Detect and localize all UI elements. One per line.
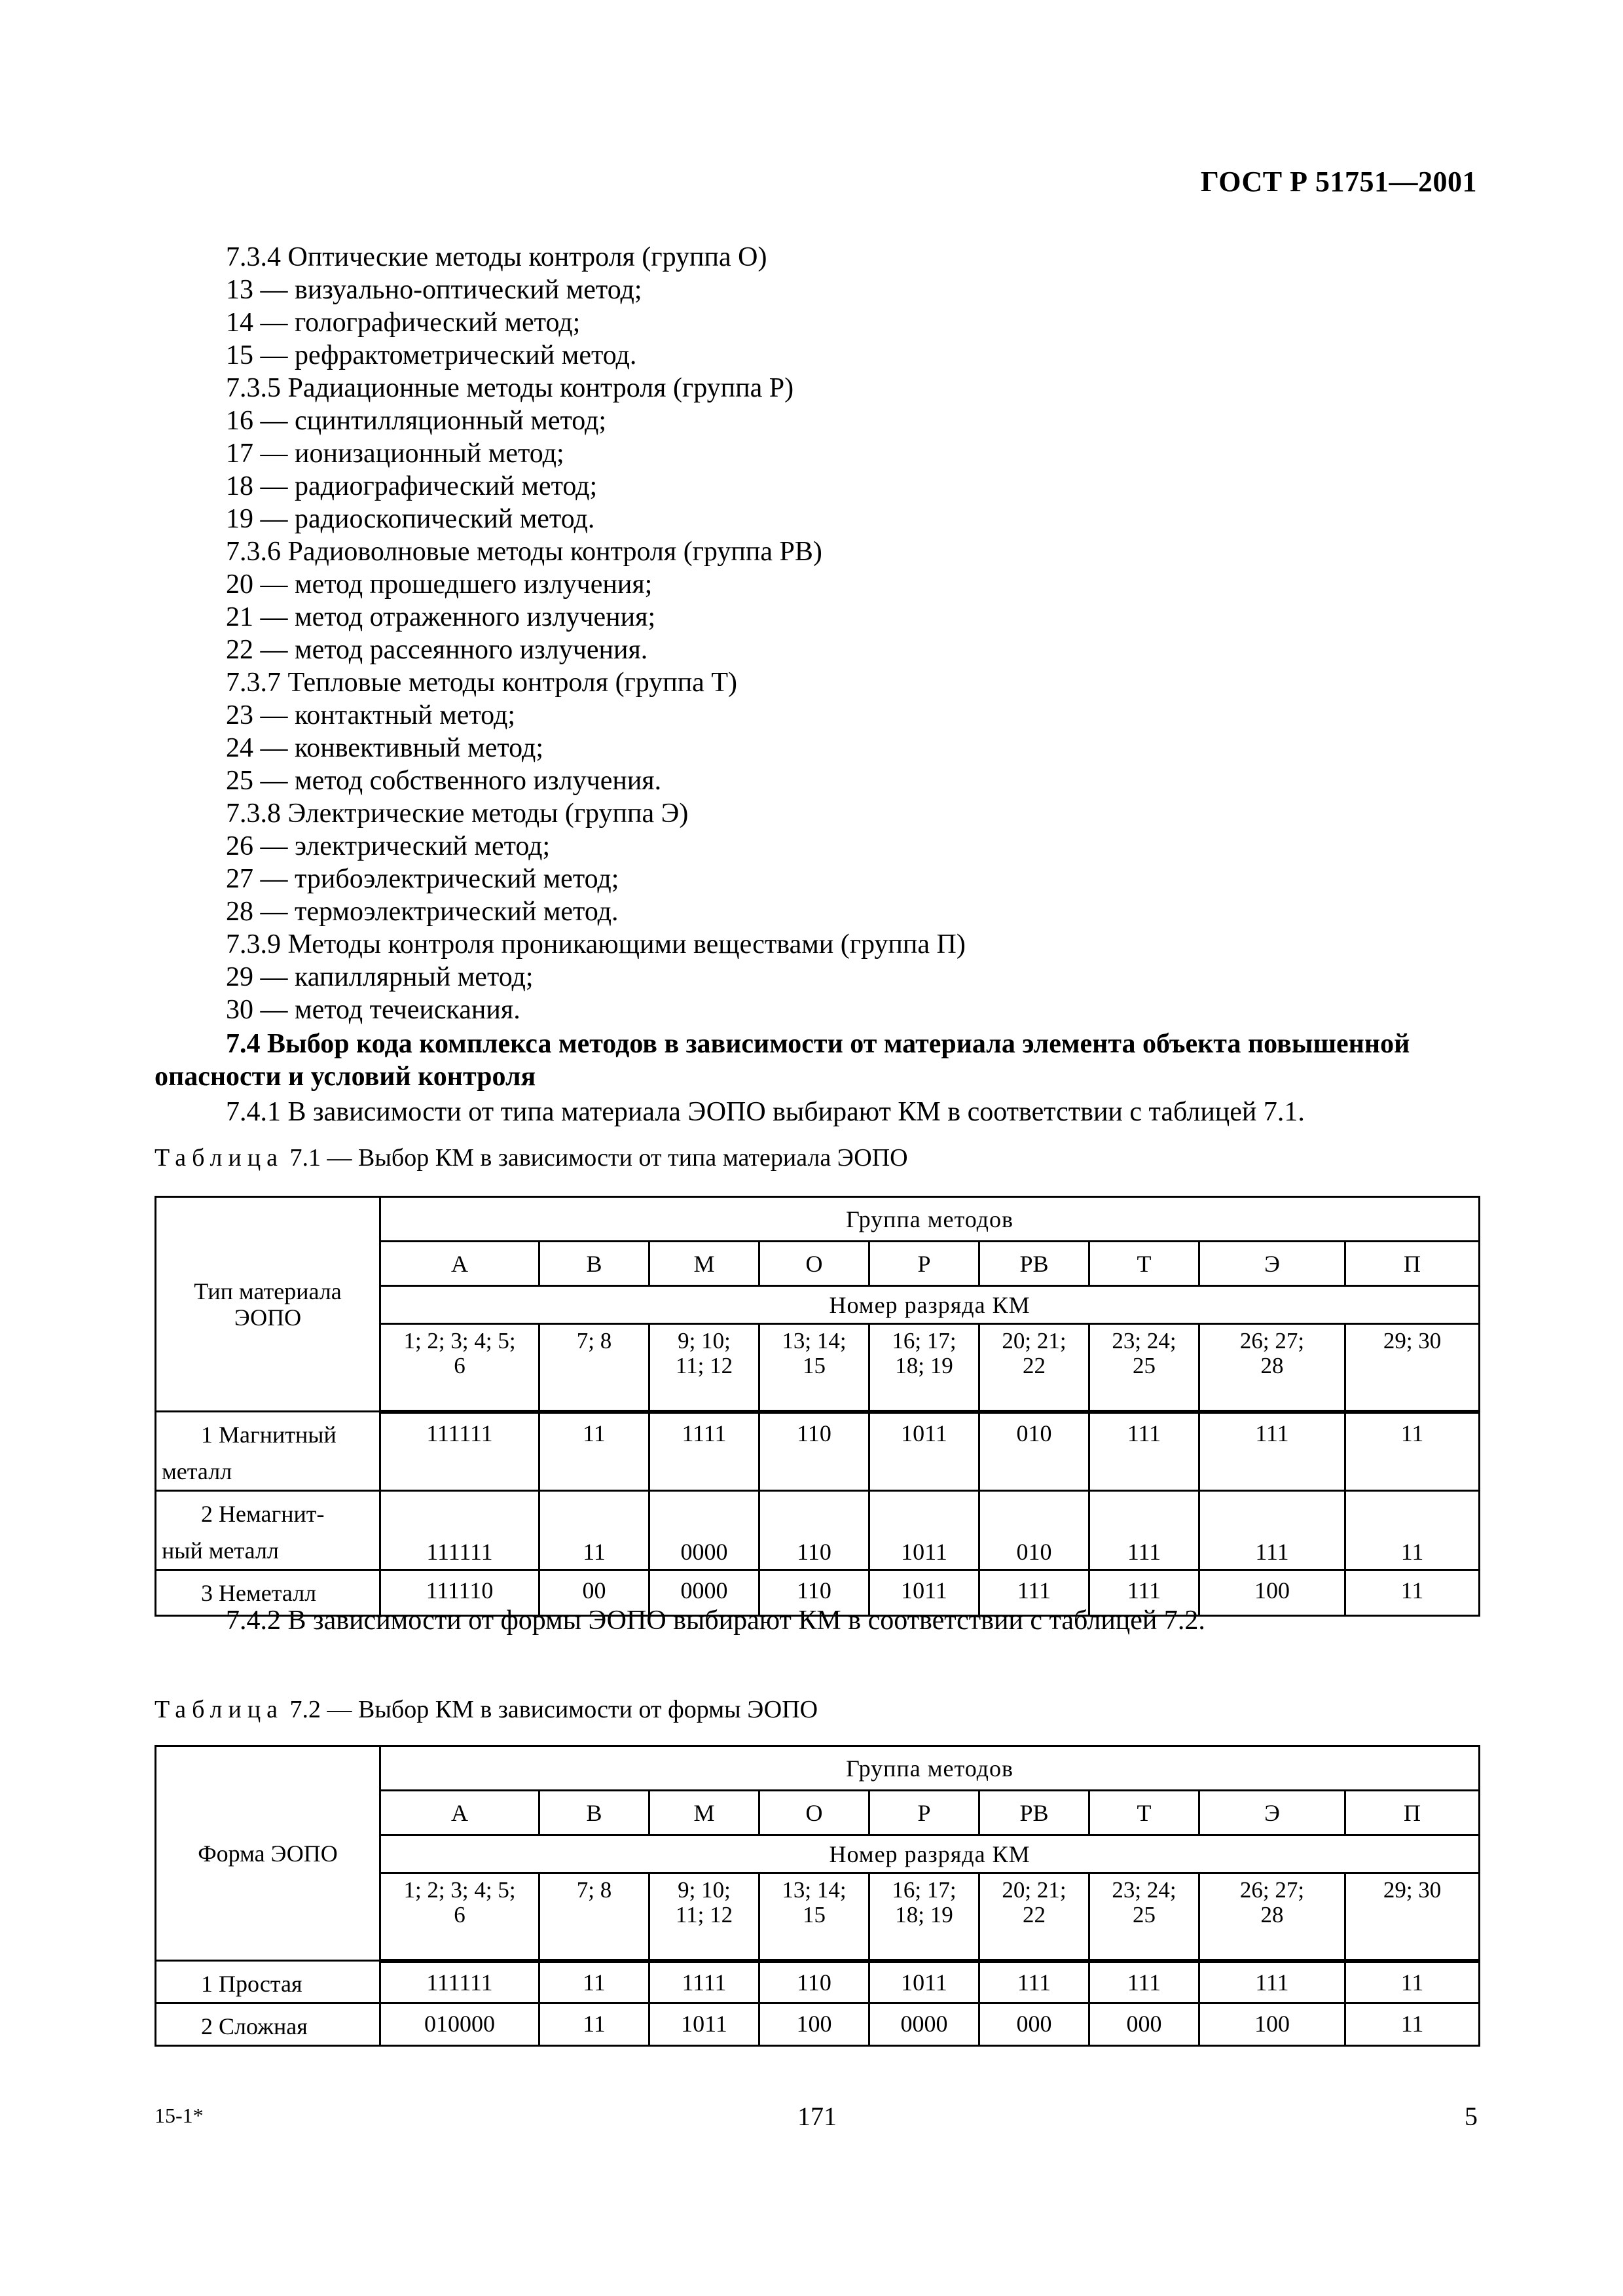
group-code-cell: А: [380, 1791, 539, 1835]
method-list-item: 27 — трибоэлектрический метод;: [226, 864, 619, 894]
row-label-cell: [156, 2003, 380, 2046]
row-label-cell: [156, 1961, 380, 2003]
table-row: [156, 2003, 1480, 2046]
method-list-item: 26 — электрический метод;: [226, 831, 551, 861]
group-code-cell: М: [649, 1242, 759, 1286]
row-label-line: 1 Магнитный: [201, 1422, 337, 1448]
value-cell: 111111: [380, 1412, 539, 1491]
digit-range-line: 15: [803, 1353, 826, 1378]
body-text: [155, 241, 1479, 1128]
group-code-cell: Т: [1089, 1242, 1199, 1286]
subsection-heading: 7.3.9 Методы контроля проникающими веществами (группа П): [226, 929, 966, 960]
value-cell: 110: [759, 1412, 869, 1491]
value-cell: 0000: [649, 1570, 759, 1616]
method-list-item: 28 — термоэлектрический метод.: [226, 897, 619, 927]
value-cell: 11: [539, 2003, 649, 2046]
value-cell: 010: [979, 1412, 1089, 1491]
digit-range-line: 28: [1260, 1902, 1284, 1928]
number-header: Номер разряда КМ: [380, 1286, 1480, 1324]
value-cell: 11: [1345, 1412, 1480, 1491]
digit-range-line: 18; 19: [895, 1353, 953, 1378]
value-cell: 11: [539, 1491, 649, 1570]
value-cell: 010000: [380, 2003, 539, 2046]
value-cell: 010: [979, 1491, 1089, 1570]
value-cell: 111: [1089, 1412, 1199, 1491]
row-label-line: 1 Простая: [201, 1971, 302, 1997]
group-code-cell: Р: [869, 1242, 979, 1286]
value-cell: 100: [1199, 1570, 1345, 1616]
column-header-first: Тип материала ЭОПО: [156, 1197, 380, 1412]
digit-range-cell: [649, 1873, 759, 1961]
digit-range-line: 23; 24;: [1112, 1877, 1176, 1903]
value-cell: 111: [979, 1570, 1089, 1616]
digit-range-cell: [759, 1873, 869, 1961]
method-list-item: 14 — голографический метод;: [226, 308, 581, 338]
digit-range-line: 16; 17;: [892, 1877, 957, 1903]
paragraph-7-4-1: 7.4.1 В зависимости от типа материала ЭОПО выбирают КМ в соответствии с таблицей 7.1.: [226, 1097, 1305, 1127]
value-cell: 111: [1199, 1412, 1345, 1491]
table-7-1-caption: [155, 1143, 908, 1172]
group-code-cell: А: [380, 1242, 539, 1286]
subsection-heading: 7.3.6 Радиоволновые методы контроля (группа РВ): [226, 537, 822, 567]
value-cell: 111: [1089, 1961, 1199, 2003]
footer-left-code: 15-1*: [155, 2104, 204, 2127]
subsection-heading: 7.3.7 Тепловые методы контроля (группа Т): [226, 668, 737, 698]
value-cell: 110: [759, 1961, 869, 2003]
digit-range-line: 22: [1023, 1902, 1046, 1928]
row-label-line: 2 Сложная: [201, 2013, 308, 2039]
digit-range-cell: [380, 1873, 539, 1961]
group-code-cell: Т: [1089, 1791, 1199, 1835]
digit-range-line: 13; 14;: [782, 1328, 847, 1354]
digit-range-cell: [1089, 1324, 1199, 1412]
digit-range-cell: [759, 1324, 869, 1412]
value-cell: 000: [1089, 2003, 1199, 2046]
digit-range-line: 1; 2; 3; 4; 5;: [403, 1328, 516, 1354]
digit-range-line: 6: [454, 1902, 465, 1928]
row-label-line: ный металл: [162, 1537, 279, 1564]
digit-range-line: 7; 8: [576, 1328, 612, 1354]
subsection-heading: 7.3.4 Оптические методы контроля (группа О): [226, 242, 767, 272]
value-cell: 11: [1345, 1570, 1480, 1616]
paragraph-7-4-2: 7.4.2 В зависимости от формы ЭОПО выбирают КМ в соответствии с таблицей 7.2.: [226, 1605, 1205, 1636]
subsection-heading: 7.3.8 Электрические методы (группа Э): [226, 798, 689, 829]
method-list-item: 20 — метод прошедшего излучения;: [226, 569, 653, 600]
value-cell: 111: [1199, 1491, 1345, 1570]
value-cell: 1011: [869, 1570, 979, 1616]
caption-text: 7.2 — Выбор КМ в зависимости от формы ЭОПО: [283, 1696, 818, 1723]
digit-range-cell: [979, 1873, 1089, 1961]
table-row: [156, 1412, 1480, 1491]
caption-text: 7.1 — Выбор КМ в зависимости от типа материала ЭОПО: [283, 1144, 908, 1172]
value-cell: 1111: [649, 1412, 759, 1491]
row-label-cell: [156, 1491, 380, 1570]
method-list-item: 19 — радиоскопический метод.: [226, 504, 595, 534]
digit-range-line: 26; 27;: [1239, 1877, 1305, 1903]
digit-range-line: 9; 10;: [678, 1328, 731, 1354]
value-cell: 000: [979, 2003, 1089, 2046]
group-code-cell: Э: [1199, 1242, 1345, 1286]
subsection-heading: 7.3.5 Радиационные методы контроля (группа Р): [226, 373, 794, 403]
digit-range-cell: [380, 1324, 539, 1412]
value-cell: 111110: [380, 1570, 539, 1616]
row-label-line: 3 Неметалл: [201, 1580, 317, 1606]
method-list-item: 15 — рефрактометрический метод.: [226, 340, 637, 370]
digit-range-cell: [869, 1324, 979, 1412]
group-code-cell: Р: [869, 1791, 979, 1835]
value-cell: 0000: [869, 2003, 979, 2046]
digit-range-line: 6: [454, 1353, 465, 1378]
digit-range-line: 13; 14;: [782, 1877, 847, 1903]
digit-range-line: 29; 30: [1383, 1877, 1442, 1903]
group-code-cell: В: [539, 1242, 649, 1286]
digit-range-line: 22: [1023, 1353, 1046, 1378]
value-cell: 1111: [649, 1961, 759, 2003]
digit-range-cell: [869, 1873, 979, 1961]
digit-range-line: 20; 21;: [1002, 1328, 1067, 1354]
method-list: [155, 241, 1479, 1026]
digit-range-line: 20; 21;: [1002, 1877, 1067, 1903]
value-cell: 11: [1345, 1491, 1480, 1570]
value-cell: 100: [1199, 2003, 1345, 2046]
table-7-2: [155, 1745, 1480, 2047]
group-code-cell: П: [1345, 1242, 1480, 1286]
section-heading-7-4: 7.4 Выбор кода комплекса методов в зависимости от материала элемента объекта повышенной опасности и условий контроля: [155, 1029, 1410, 1092]
group-code-cell: М: [649, 1791, 759, 1835]
row-label-line: 2 Немагнит-: [201, 1501, 325, 1527]
table-7-2-caption: [155, 1695, 818, 1724]
group-header: Группа методов: [380, 1746, 1480, 1791]
group-header: Группа методов: [380, 1197, 1480, 1242]
value-cell: 1011: [869, 1412, 979, 1491]
value-cell: 0000: [649, 1491, 759, 1570]
method-list-item: 23 — контактный метод;: [226, 700, 515, 730]
table-7-1: [155, 1196, 1480, 1617]
footer-page-number: 5: [1465, 2102, 1478, 2131]
value-cell: 111111: [380, 1961, 539, 2003]
value-cell: 110: [759, 1570, 869, 1616]
value-cell: 111: [1089, 1570, 1199, 1616]
column-header-first: Форма ЭОПО: [156, 1746, 380, 1961]
digit-range-line: 25: [1133, 1353, 1156, 1378]
method-list-item: 22 — метод рассеянного излучения.: [226, 635, 648, 665]
value-cell: 111: [979, 1961, 1089, 2003]
digit-range-line: 11; 12: [675, 1902, 733, 1928]
digit-range-line: 25: [1133, 1902, 1156, 1928]
digit-range-line: 26; 27;: [1239, 1328, 1305, 1354]
value-cell: 111111: [380, 1491, 539, 1570]
method-list-item: 13 — визуально-оптический метод;: [226, 275, 642, 305]
digit-range-cell: [539, 1873, 649, 1961]
digit-range-cell: [1199, 1324, 1345, 1412]
number-header: Номер разряда КМ: [380, 1835, 1480, 1873]
group-code-cell: П: [1345, 1791, 1480, 1835]
document-id-header: ГОСТ Р 51751—2001: [1200, 166, 1477, 198]
value-cell: 110: [759, 1491, 869, 1570]
value-cell: 100: [759, 2003, 869, 2046]
group-code-cell: О: [759, 1242, 869, 1286]
caption-word: Таблица: [155, 1144, 284, 1172]
digit-range-line: 15: [803, 1902, 826, 1928]
value-cell: 1011: [869, 1491, 979, 1570]
row-label-line: металл: [162, 1458, 232, 1484]
group-code-cell: О: [759, 1791, 869, 1835]
caption-word: Таблица: [155, 1696, 284, 1723]
method-list-item: 30 — метод течеискания.: [226, 995, 520, 1025]
value-cell: 11: [1345, 2003, 1480, 2046]
method-list-item: 29 — капиллярный метод;: [226, 962, 534, 992]
method-list-item: 17 — ионизационный метод;: [226, 439, 564, 469]
digit-range-cell: [1345, 1324, 1480, 1412]
table-row: [156, 1491, 1480, 1570]
digit-range-cell: [979, 1324, 1089, 1412]
digit-range-line: 9; 10;: [678, 1877, 731, 1903]
group-code-cell: РВ: [979, 1791, 1089, 1835]
digit-range-line: 7; 8: [576, 1877, 612, 1903]
digit-range-line: 11; 12: [675, 1353, 733, 1378]
value-cell: 111: [1199, 1961, 1345, 2003]
value-cell: 11: [539, 1412, 649, 1491]
digit-range-line: 23; 24;: [1112, 1328, 1176, 1354]
method-list-item: 25 — метод собственного излучения.: [226, 766, 662, 796]
digit-range-cell: [1345, 1873, 1480, 1961]
group-code-cell: РВ: [979, 1242, 1089, 1286]
row-label-cell: [156, 1412, 380, 1491]
digit-range-line: 18; 19: [895, 1902, 953, 1928]
value-cell: 1011: [869, 1961, 979, 2003]
footer-page-number-center: 171: [797, 2102, 837, 2131]
value-cell: 00: [539, 1570, 649, 1616]
value-cell: 11: [539, 1961, 649, 2003]
digit-range-cell: [649, 1324, 759, 1412]
digit-range-line: 28: [1260, 1353, 1284, 1378]
group-code-cell: Э: [1199, 1791, 1345, 1835]
group-code-cell: В: [539, 1791, 649, 1835]
digit-range-cell: [1089, 1873, 1199, 1961]
method-list-item: 24 — конвективный метод;: [226, 733, 544, 763]
digit-range-cell: [1199, 1873, 1345, 1961]
value-cell: 1011: [649, 2003, 759, 2046]
digit-range-line: 1; 2; 3; 4; 5;: [403, 1877, 516, 1903]
method-list-item: 16 — сцинтилляционный метод;: [226, 406, 607, 436]
digit-range-cell: [539, 1324, 649, 1412]
method-list-item: 21 — метод отраженного излучения;: [226, 602, 656, 632]
value-cell: 11: [1345, 1961, 1480, 2003]
method-list-item: 18 — радиографический метод;: [226, 471, 598, 501]
table-row: [156, 1961, 1480, 2003]
value-cell: 111: [1089, 1491, 1199, 1570]
digit-range-line: 29; 30: [1383, 1328, 1442, 1354]
digit-range-line: 16; 17;: [892, 1328, 957, 1354]
